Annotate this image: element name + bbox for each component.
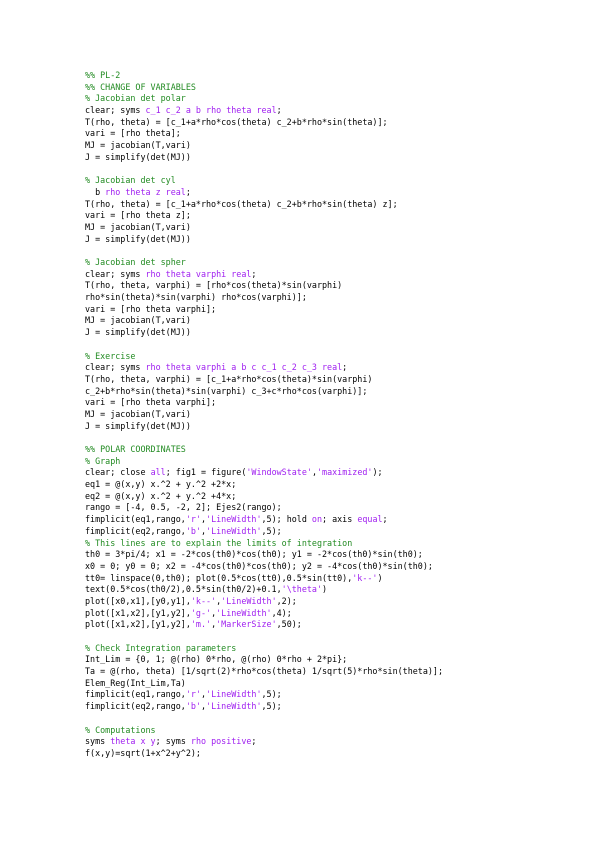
blank-line [85,164,443,176]
code-text: T(rho, theta) = [c_1+a*rho*cos(theta) c_2+b*rho*sin(theta) z]; [85,198,398,209]
code-line [85,491,443,503]
code-string-or-symbol: 'LineWidth' [206,514,262,525]
code-string-or-symbol: 'LineWidth' [206,525,262,536]
code-line [85,397,443,409]
code-line [85,689,443,701]
code-line [85,128,443,140]
code-text: , [211,619,217,630]
code-line [85,82,443,94]
code-text: ); [372,467,383,478]
code-text: ; [382,514,388,525]
code-text: clear; syms [85,268,146,279]
code-line [85,187,443,199]
code-string-or-symbol: 'LineWidth' [206,689,262,700]
code-text: ,5); [261,525,282,536]
code-text: fimplicit(eq2,rango, [85,525,186,536]
code-line [85,526,443,538]
code-text: plot([x1,x2],[y1,y2], [85,619,191,630]
code-line [85,654,443,666]
blank-line [85,713,443,725]
code-text: J = simplify(det(MJ)) [85,420,191,431]
code-text: ; [251,736,257,747]
code-line [85,467,443,479]
code-text: , [211,607,217,618]
code-line [85,725,443,737]
code-text: clear; close [85,467,151,478]
code-text: th0 = 3*pi/4; x1 = -2*cos(th0)*cos(th0); y1 = -2*cos(th0)*sin(th0); [85,549,423,560]
code-line [85,386,443,398]
code-text: MJ = jacobian(T,vari) [85,221,191,232]
code-text: f(x,y)=sqrt(1+x^2+y^2); [85,747,201,758]
blank-line [85,339,443,351]
blank-line [85,631,443,643]
code-line [85,269,443,281]
code-text: ,2); [276,595,297,606]
code-text: ; [185,186,191,197]
code-line [85,538,443,550]
code-comment: % Exercise [85,350,136,361]
code-text: ; [251,268,257,279]
code-comment: % Jacobian det spher [85,257,186,267]
code-text: fimplicit(eq1,rango, [85,514,186,525]
code-text: vari = [rho theta z]; [85,210,191,221]
code-line [85,105,443,117]
code-string-or-symbol: 'm.' [190,619,212,630]
code-string-or-symbol: 'b' [185,525,201,536]
code-text: ,5); hold [261,514,312,525]
code-text: J = simplify(det(MJ)) [85,151,191,162]
code-line [85,409,443,421]
code-text: clear; syms [85,105,146,116]
code-text: ; fig1 = figure( [165,467,247,478]
code-string-or-symbol: 'k--' [190,595,217,606]
code-string-or-symbol: 'g-' [190,607,212,618]
code-text: T(rho, theta) = [c_1+a*rho*cos(theta) c_2+b*rho*sin(theta)]; [85,116,388,127]
code-text: J = simplify(det(MJ)) [85,233,191,244]
code-string-or-symbol: rho positive [190,736,252,747]
code-text: rho*sin(theta)*sin(varphi) rho*cos(varphi)]; [85,292,307,303]
code-line [85,678,443,690]
code-string-or-symbol: 'LineWidth' [206,701,262,712]
code-text: MJ = jacobian(T,vari) [85,140,191,151]
blank-line [85,432,443,444]
code-line [85,666,443,678]
code-text: ; axis [322,514,358,525]
code-text: , [200,689,207,700]
code-line [85,152,443,164]
code-comment: % Graph [85,455,121,466]
code-string-or-symbol: 'MarkerSize' [216,619,277,630]
code-comment: % Computations [85,724,156,735]
code-string-or-symbol: rho theta varphi real [145,268,252,279]
code-comment: % Check Integration parameters [85,642,237,653]
code-line [85,596,443,608]
code-text: , [311,467,317,478]
code-text: ; [276,105,282,116]
code-text: ,4); [271,607,292,618]
code-text: ; syms [155,736,191,747]
code-string-or-symbol: 'maximized' [317,467,373,478]
matlab-code-listing [85,70,443,760]
code-line [85,736,443,748]
code-line [85,456,443,468]
code-line [85,175,443,187]
code-line [85,234,443,246]
code-line [85,70,443,82]
code-string-or-symbol: 'WindowState' [246,467,312,478]
code-text: , [200,525,207,536]
code-text: ,5); [261,689,282,700]
code-line [85,210,443,222]
code-text: ) [322,584,328,595]
code-text: plot([x1,x2],[y1,y2], [85,607,191,618]
code-line [85,549,443,561]
code-text: vari = [rho theta varphi]; [85,397,217,408]
code-string-or-symbol: on [311,514,323,525]
code-line [85,584,443,596]
code-string-or-symbol: all [150,467,166,478]
code-line [85,374,443,386]
code-text: vari = [rho theta varphi]; [85,303,217,314]
code-text: ,50); [276,619,302,630]
code-text: syms [85,736,111,747]
code-comment: %% CHANGE OF VARIABLES [85,81,196,92]
code-text: , [200,514,207,525]
code-line [85,573,443,585]
blank-line [85,245,443,257]
code-text: MJ = jacobian(T,vari) [85,408,191,419]
code-line [85,292,443,304]
code-text: tt0= linspace(0,th0); plot(0.5*cos(tt0),0.5*sin(tt0), [85,572,353,583]
code-text: fimplicit(eq2,rango, [85,701,186,712]
code-line [85,93,443,105]
code-line [85,748,443,760]
code-text: clear; syms [85,362,146,373]
code-string-or-symbol: 'r' [185,514,201,525]
code-text: T(rho, theta, varphi) = [c_1+a*rho*cos(theta)*sin(varphi) [85,373,373,384]
code-string-or-symbol: rho theta z real [105,186,186,197]
code-line [85,117,443,129]
code-text: ,5); [261,701,282,712]
code-line [85,502,443,514]
code-string-or-symbol: '\theta' [281,584,322,595]
code-string-or-symbol: theta x y [110,736,156,747]
code-string-or-symbol: c_1 c_2 a b rho theta real [145,105,277,116]
code-comment: %% PL-2 [85,70,121,80]
code-line [85,222,443,234]
code-text: Int_Lim = {0, 1; @(rho) 0*rho, @(rho) 0*rho + 2*pi}; [85,654,348,665]
code-comment: % Jacobian det polar [85,93,186,104]
code-text: ; [342,362,348,373]
code-text: text(0.5*cos(th0/2),0.5*sin(th0/2)+0.1, [85,584,282,595]
code-line [85,304,443,316]
code-text: c_2+b*rho*sin(theta)*sin(varphi) c_3+c*rho*cos(varphi)]; [85,385,368,396]
code-line [85,619,443,631]
code-line [85,140,443,152]
code-line [85,421,443,433]
code-text: plot([x0,x1],[y0,y1], [85,595,191,606]
code-line [85,362,443,374]
code-text: fimplicit(eq1,rango, [85,689,186,700]
code-string-or-symbol: rho theta varphi a b c c_1 c_2 c_3 real [145,362,343,373]
code-line [85,327,443,339]
code-comment: % Jacobian det cyl [85,175,176,186]
code-line [85,351,443,363]
code-text: eq2 = @(x,y) x.^2 + y.^2 +4*x; [85,490,237,501]
code-text: x0 = 0; y0 = 0; x2 = -4*cos(th0)*cos(th0); y2 = -4*cos(th0)*sin(th0); [85,560,433,571]
code-line [85,315,443,327]
code-line [85,444,443,456]
code-string-or-symbol: equal [357,514,383,525]
code-string-or-symbol: 'k--' [352,572,378,583]
code-text: ) [377,572,383,583]
code-comment: %% POLAR COORDINATES [85,444,186,454]
code-line [85,514,443,526]
code-text: vari = [rho theta]; [85,128,181,139]
code-text: J = simplify(det(MJ)) [85,327,191,338]
code-string-or-symbol: 'LineWidth' [216,607,272,618]
code-text: Elem_Reg(Int_Lim,Ta) [85,677,186,688]
code-string-or-symbol: 'b' [185,701,201,712]
code-line [85,479,443,491]
code-text: rango = [-4, 0.5, -2, 2]; Ejes2(rango); [85,502,282,513]
code-string-or-symbol: 'r' [185,689,201,700]
code-line [85,199,443,211]
code-string-or-symbol: 'LineWidth' [221,595,277,606]
code-comment: % This lines are to explain the limits of integration [85,537,353,548]
code-text: b [85,186,106,197]
code-text: , [216,595,222,606]
code-line [85,643,443,655]
code-line [85,608,443,620]
code-line [85,280,443,292]
code-line [85,701,443,713]
code-text: T(rho, theta, varphi) = [rho*cos(theta)*sin(varphi) [85,280,343,291]
code-text: eq1 = @(x,y) x.^2 + y.^2 +2*x; [85,479,237,490]
code-text: , [200,701,207,712]
code-line [85,561,443,573]
code-text: MJ = jacobian(T,vari) [85,315,191,326]
code-line [85,257,443,269]
code-text: Ta = @(rho, theta) [1/sqrt(2)*rho*cos(theta) 1/sqrt(5)*rho*sin(theta)]; [85,666,443,677]
